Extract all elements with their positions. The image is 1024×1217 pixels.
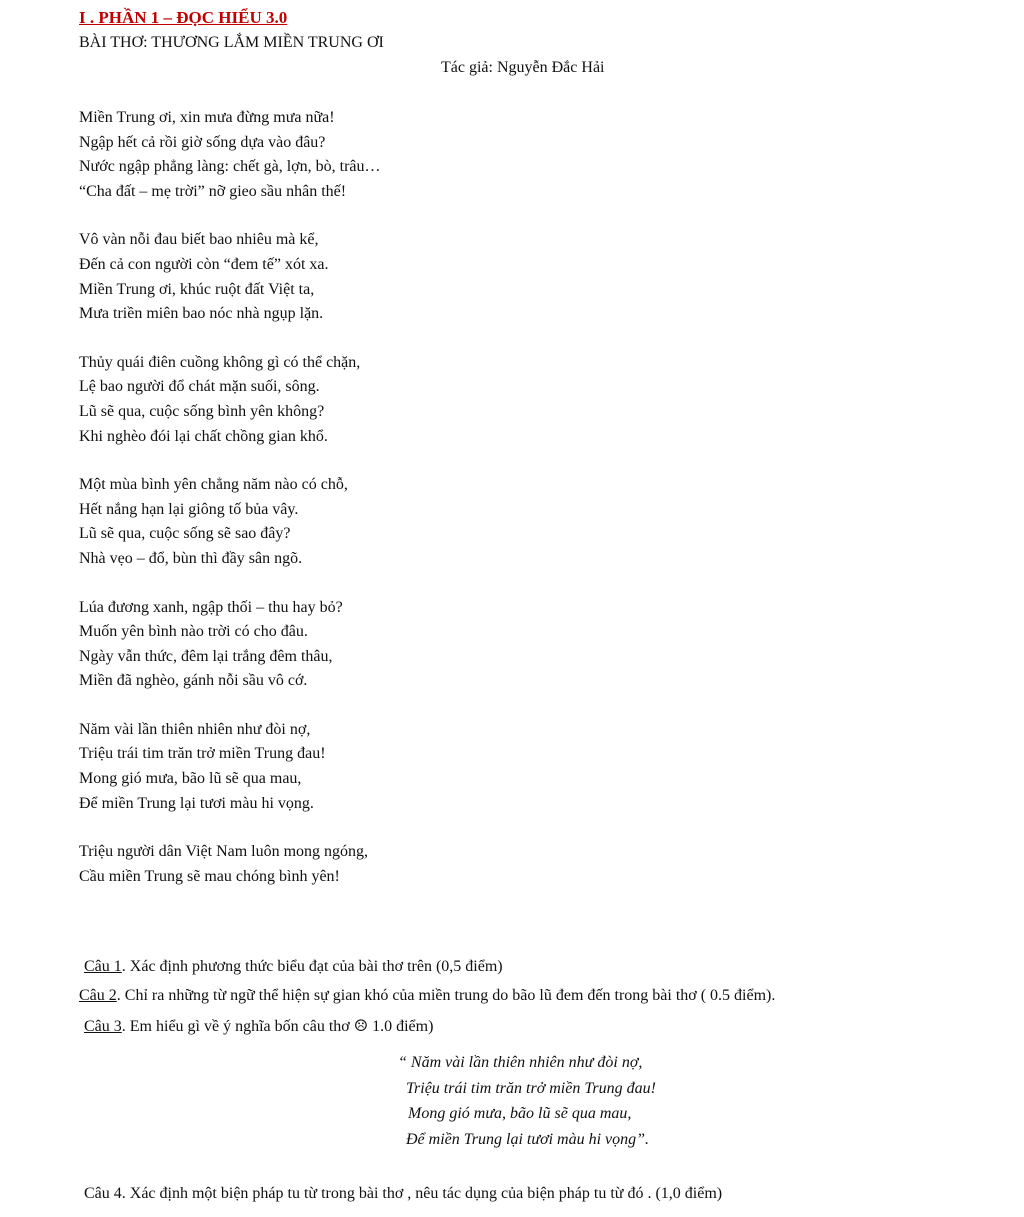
poem-author: Tác giả: Nguyễn Đắc Hải	[441, 59, 605, 76]
question-1	[84, 958, 503, 976]
poem-line: Ngày vẫn thức, đêm lại trắng đêm thâu,	[79, 647, 333, 665]
poem-line: Vô vàn nỗi đau biết bao nhiêu mà kể,	[79, 231, 319, 249]
question-3-quote	[398, 1050, 656, 1153]
poem-line: Nhà vẹo – đổ, bùn thì đầy sân ngõ.	[79, 549, 303, 567]
poem-line: Năm vài lần thiên nhiên như đòi nợ,	[79, 720, 311, 738]
poem-line: Miền Trung ơi, khúc ruột đất Việt ta,	[79, 280, 315, 298]
poem-line: Đến cả con người còn “đem tế” xót xa.	[79, 255, 329, 273]
poem-line: Để miền Trung lại tươi màu hi vọng.	[79, 794, 314, 812]
poem-body	[79, 106, 381, 913]
poem-line: Lũ sẽ qua, cuộc sống bình yên không?	[79, 402, 325, 420]
poem-line: Mưa triền miên bao nóc nhà ngụp lặn.	[79, 305, 324, 323]
poem-stanza	[79, 106, 381, 204]
quote-line: Để miền Trung lại tươi màu hi vọng”.	[406, 1131, 650, 1149]
poem-line: Một mùa bình yên chẳng năm nào có chỗ,	[79, 476, 348, 494]
question-3-text: . Em hiểu gì về ý nghĩa bốn câu thơ ☹ 1.0 điểm)	[121, 1018, 434, 1035]
poem-line: Nước ngập phẳng làng: chết gà, lợn, bò, trâu…	[79, 158, 381, 176]
poem-stanza	[79, 718, 381, 816]
poem-line: Mong gió mưa, bão lũ sẽ qua mau,	[79, 770, 302, 788]
question-1-text: . Xác định phương thức biểu đạt của bài thơ trên (0,5 điểm)	[121, 958, 503, 975]
poem-line: Khi nghèo đói lại chất chồng gian khổ.	[79, 427, 328, 445]
question-4: Câu 4. Xác định một biện pháp tu từ trong bài thơ , nêu tác dụng của biện pháp tu từ đó . (1,0 điểm)	[84, 1185, 723, 1202]
poem-title: BÀI THƠ: THƯƠNG LẮM MIỀN TRUNG ƠI	[79, 34, 384, 51]
poem-stanza	[79, 473, 381, 571]
poem-line: “Cha đất – mẹ trời” nỡ gieo sầu nhân thế!	[79, 182, 347, 200]
poem-stanza	[79, 596, 381, 694]
poem-line: Lũ sẽ qua, cuộc sống sẽ sao đây?	[79, 525, 291, 543]
poem-line: Lệ bao người đổ chát mặn suối, sông.	[79, 378, 320, 396]
poem-stanza	[79, 840, 381, 889]
poem-line: Hết nắng hạn lại giông tố bủa vây.	[79, 500, 299, 518]
question-3	[84, 1016, 433, 1036]
poem-line: Ngập hết cả rồi giờ sống dựa vào đâu?	[79, 133, 326, 151]
section-heading: I . PHẦN 1 – ĐỌC HIỂU 3.0	[79, 8, 288, 27]
poem-line: Cầu miền Trung sẽ mau chóng bình yên!	[79, 867, 340, 885]
question-3-label: Câu 3	[84, 1018, 122, 1035]
question-1-label: Câu 1	[84, 958, 122, 975]
question-2-text: . Chỉ ra những từ ngữ thể hiện sự gian khó của miền trung do bão lũ đem đến trong bài thơ ( 0.5 điểm).	[116, 987, 776, 1004]
poem-stanza	[79, 351, 381, 449]
poem-line: Lúa đương xanh, ngập thối – thu hay bỏ?	[79, 598, 343, 616]
poem-line: Triệu người dân Việt Nam luôn mong ngóng,	[79, 843, 369, 861]
poem-line: Muốn yên bình nào trời có cho đâu.	[79, 623, 308, 641]
poem-line: Thủy quái điên cuồng không gì có thể chặn,	[79, 353, 361, 371]
poem-line: Triệu trái tim trăn trở miền Trung đau!	[79, 745, 326, 763]
quote-line: Mong gió mưa, bão lũ sẽ qua mau,	[408, 1105, 632, 1123]
quote-line: “ Năm vài lần thiên nhiên như đòi nợ,	[398, 1054, 643, 1071]
poem-stanza	[79, 228, 381, 326]
poem-line: Miền Trung ơi, xin mưa đừng mưa nữa!	[79, 109, 335, 126]
question-2-label: Câu 2	[79, 987, 117, 1004]
poem-line: Miền đã nghèo, gánh nỗi sầu vô cớ.	[79, 672, 308, 690]
quote-line: Triệu trái tim trăn trở miền Trung đau!	[406, 1079, 656, 1097]
question-2	[79, 987, 775, 1005]
